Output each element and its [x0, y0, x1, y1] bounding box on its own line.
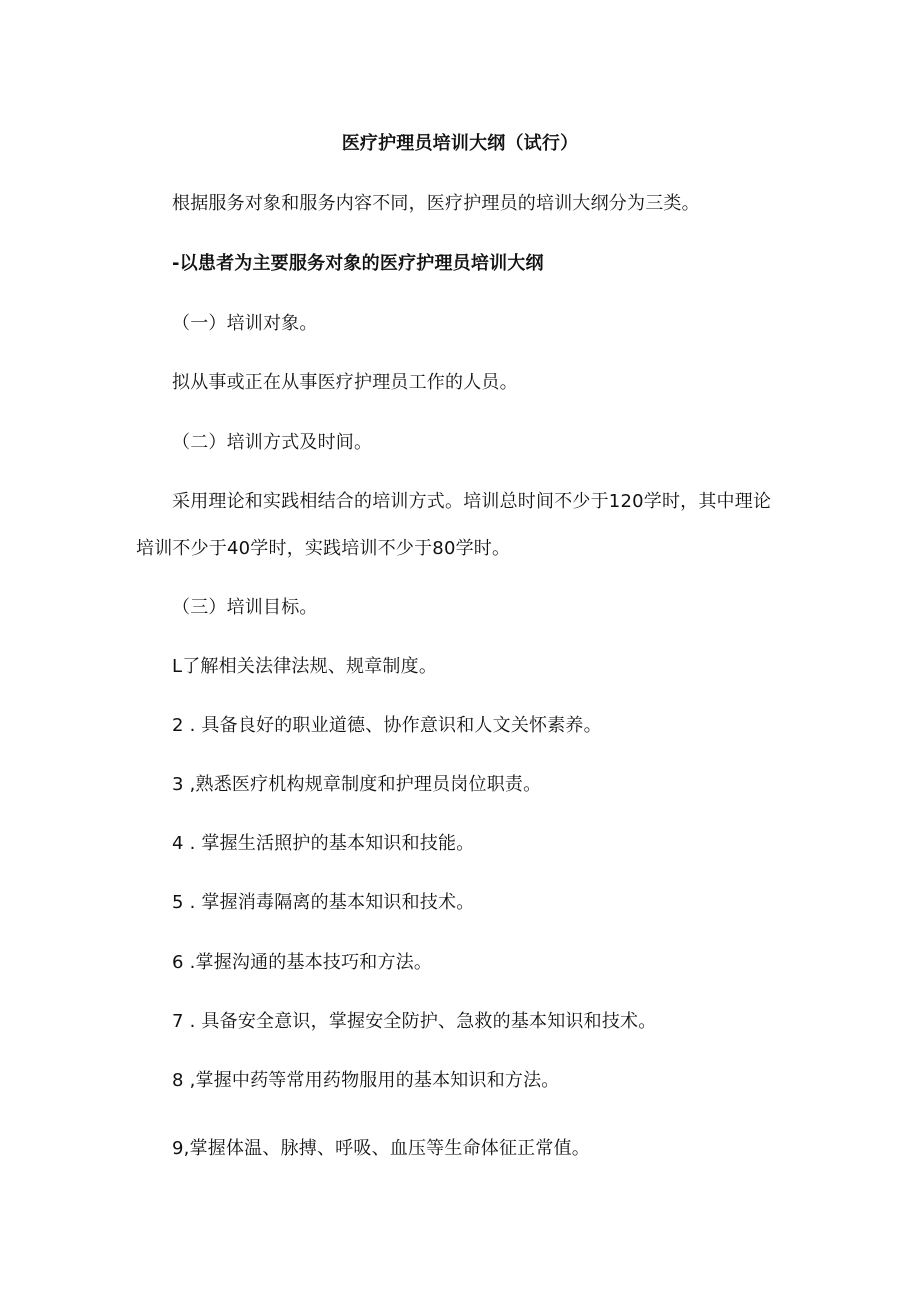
- sub2-text-line1: 采用理论和实践相结合的培训方式。培训总时间不少于120学时，其中理论: [172, 491, 772, 512]
- sub1-text: 拟从事或正在从事医疗护理员工作的人员。: [172, 372, 518, 393]
- section-heading: -以患者为主要服务对象的医疗护理员培训大纲: [172, 253, 544, 274]
- goal-item: 6 .掌握沟通的基本技巧和方法。: [172, 952, 433, 973]
- intro-paragraph: 根据服务对象和服务内容不同，医疗护理员的培训大纲分为三类。: [172, 193, 700, 214]
- sub2-heading: （二）培训方式及时间。: [172, 432, 373, 453]
- goal-item: 5 . 掌握消毒隔离的基本知识和技术。: [172, 892, 475, 913]
- document-title: 医疗护理员培训大纲（试行）: [341, 133, 579, 154]
- goal-item: 4 . 掌握生活照护的基本知识和技能。: [172, 833, 475, 854]
- goal-item: 3 ,熟悉医疗机构规章制度和护理员岗位职责。: [172, 774, 542, 795]
- goal-item: L了解相关法律法规、规章制度。: [172, 656, 438, 677]
- sub3-heading: （三）培训目标。: [172, 597, 318, 618]
- goal-item: 8 ,掌握中药等常用药物服用的基本知识和方法。: [172, 1070, 560, 1091]
- goal-item: 9,掌握体温、脉搏、呼吸、血压等生命体征正常值。: [172, 1138, 590, 1159]
- sub1-heading: （一）培训对象。: [172, 313, 318, 334]
- sub2-text-line2: 培训不少于40学时，实践培训不少于80学时。: [136, 538, 511, 559]
- goal-item: 2 . 具备良好的职业道德、协作意识和人文关怀素养。: [172, 715, 602, 736]
- goal-item: 7 . 具备安全意识，掌握安全防护、急救的基本知识和技术。: [172, 1011, 657, 1032]
